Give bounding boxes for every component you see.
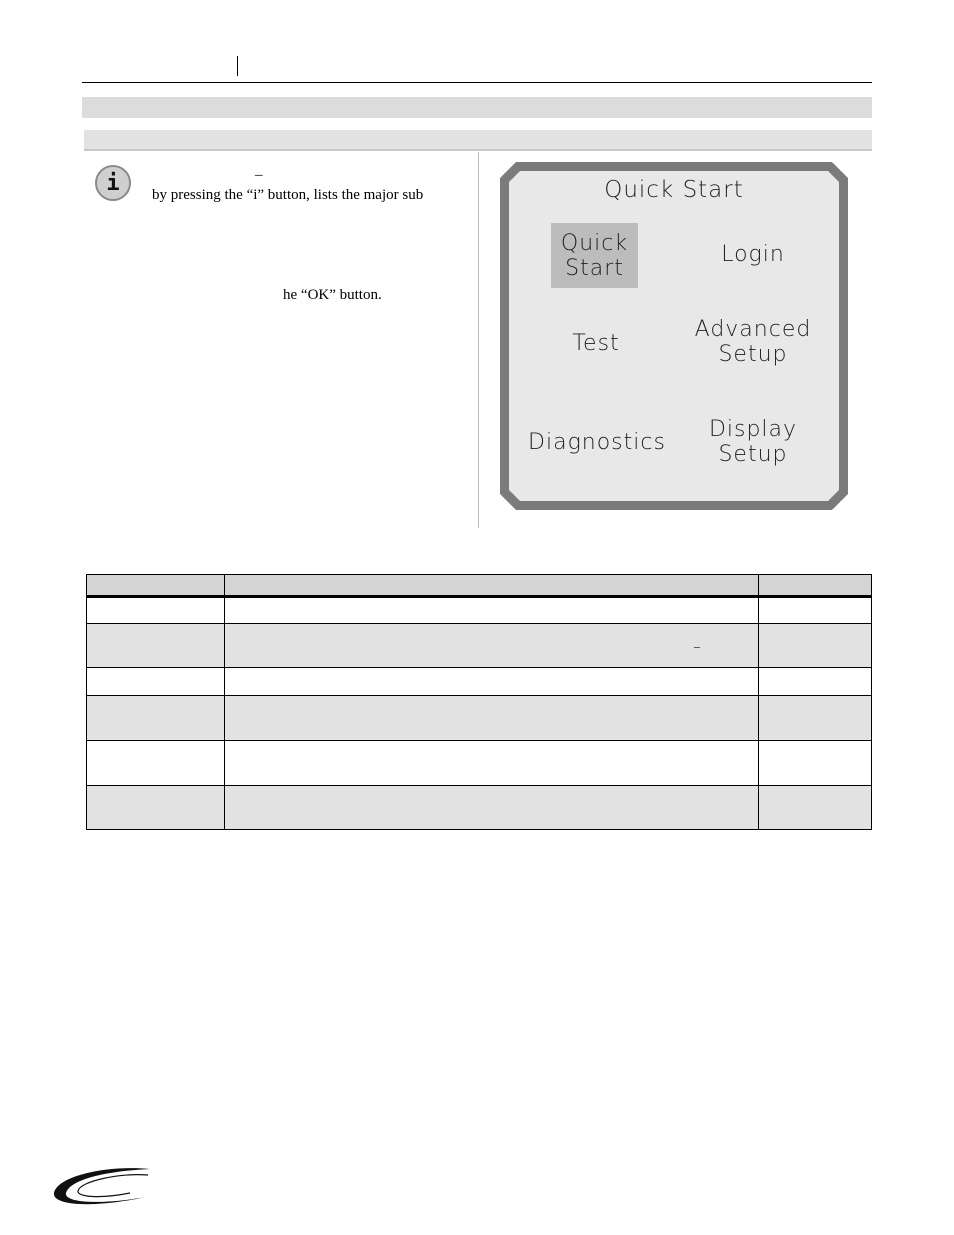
table-cell: [87, 624, 225, 668]
table-header-cell: [759, 575, 872, 597]
table-mark: –: [694, 638, 700, 653]
subsection-heading-band: [84, 130, 872, 151]
table-cell: [225, 696, 759, 741]
table-cell: [225, 786, 759, 830]
screen-title: Quick Start: [604, 177, 744, 203]
menu-item-label: Quick Start: [560, 230, 629, 281]
table-header-cell: [225, 575, 759, 597]
menu-table: [86, 574, 872, 830]
table-header-row: [87, 575, 872, 597]
menu-item-display-setup[interactable]: Display Setup: [708, 417, 798, 467]
table-cell: [225, 668, 759, 696]
table-cell: [87, 696, 225, 741]
info-text-line: by pressing the “i” button, lists the major sub: [152, 187, 424, 203]
table-row: [87, 668, 872, 696]
table-cell: [87, 786, 225, 830]
table-cell: [759, 624, 872, 668]
table-row: [87, 597, 872, 624]
table-cell: [759, 597, 872, 624]
table-cell: [87, 597, 225, 624]
table-header-cell: [87, 575, 225, 597]
table-cell: [225, 741, 759, 786]
company-logo: [50, 1163, 154, 1211]
table-cell: [759, 741, 872, 786]
table-cell: [225, 597, 759, 624]
menu-item-quick-start[interactable]: [551, 223, 638, 288]
table-cell: [87, 668, 225, 696]
table-cell: [759, 696, 872, 741]
table-cell: [759, 668, 872, 696]
table-row: [87, 696, 872, 741]
info-text-line: he “OK” button.: [283, 287, 382, 303]
info-dash: –: [255, 167, 263, 183]
header-rule: [82, 82, 872, 83]
info-icon: i: [95, 165, 131, 201]
table-row: [87, 624, 872, 668]
menu-item-advanced-setup[interactable]: Advanced Setup: [694, 317, 812, 367]
menu-item-diagnostics[interactable]: Diagnostics: [528, 430, 666, 455]
menu-item-login[interactable]: Login: [721, 242, 785, 267]
header-divider: [237, 56, 238, 76]
menu-item-test[interactable]: Test: [572, 331, 620, 356]
table-cell: [225, 624, 759, 668]
table-cell: [87, 741, 225, 786]
section-heading-band: [82, 97, 872, 118]
table-row: [87, 741, 872, 786]
column-divider: [478, 152, 479, 528]
table-cell: [759, 786, 872, 830]
table-row: [87, 786, 872, 830]
